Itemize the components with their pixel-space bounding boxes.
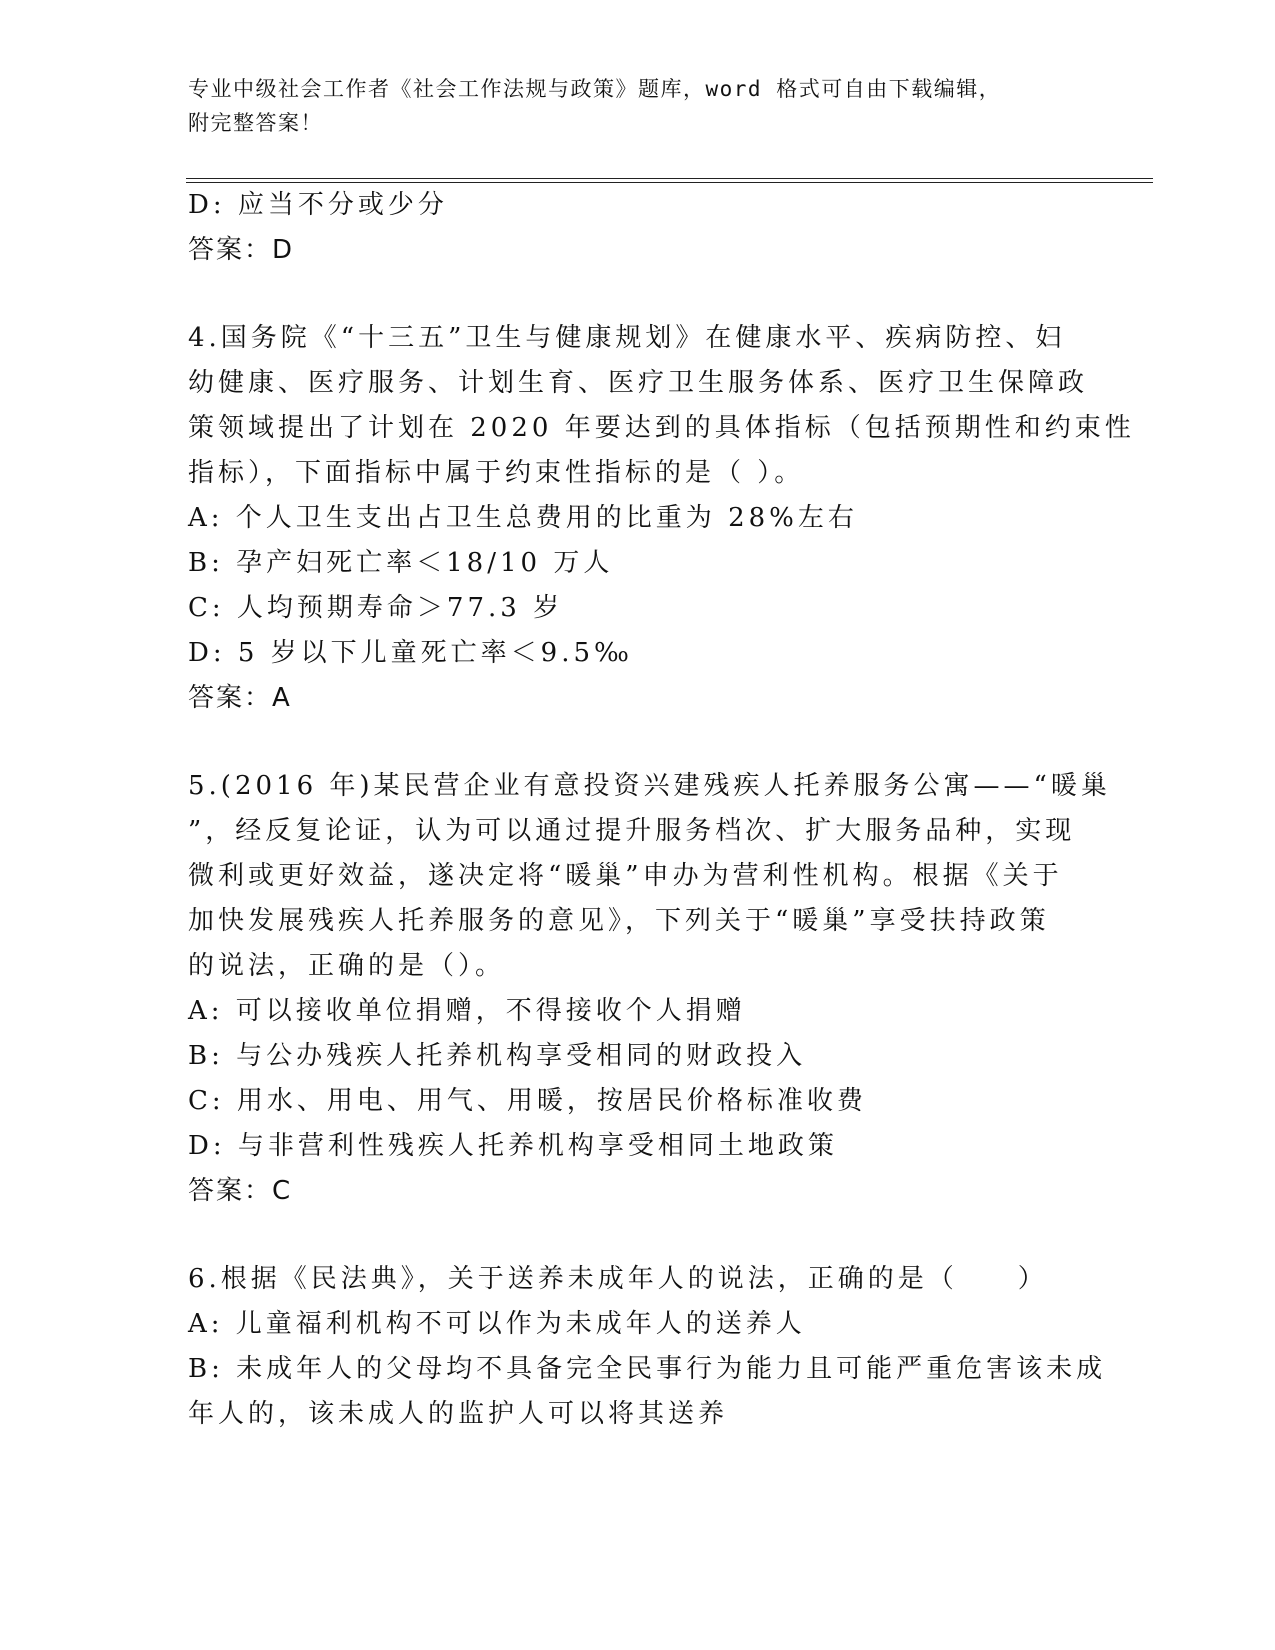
- question-stem-line: 5.(2016 年)某民营企业有意投资兴建残疾人托养服务公寓——“暖巢: [188, 771, 1111, 801]
- option-b: B: 未成年人的父母均不具备完全民事行为能力且可能严重危害该未成: [188, 1354, 1107, 1384]
- spacer: [188, 721, 1078, 764]
- question-stem-line: 的说法，正确的是（）。: [188, 951, 506, 981]
- question-6: [188, 1257, 1107, 1437]
- option-c: C: 人均预期寿命＞77.3 岁: [188, 593, 564, 623]
- option-a: A: 个人卫生支出占卫生总费用的比重为 28%左右: [188, 503, 858, 533]
- option-a: A: 可以接收单位捐赠，不得接收个人捐赠: [188, 996, 746, 1026]
- option-b-continued: 年人的，该未成人的监护人可以将其送养: [188, 1399, 729, 1429]
- header-line-2: 附完整答案！: [188, 111, 323, 135]
- header-divider-top: [186, 178, 1153, 179]
- document-header: [188, 72, 1078, 140]
- question-stem-line: 幼健康、医疗服务、计划生育、医疗卫生服务体系、医疗卫生保障政: [188, 368, 1089, 398]
- question-3-tail: [188, 183, 1078, 273]
- question-stem-line: ”，经反复论证，认为可以通过提升服务档次、扩大服务品种，实现: [188, 816, 1076, 846]
- spacer: [188, 1214, 1078, 1257]
- option-d: D: 5 岁以下儿童死亡率＜9.5‰: [188, 638, 633, 668]
- option-d: D: 应当不分或少分: [188, 190, 448, 220]
- question-stem-line: 加快发展残疾人托养服务的意见》，下列关于“暖巢”享受扶持政策: [188, 906, 1050, 936]
- question-stem-line: 6.根据《民法典》，关于送养未成年人的说法，正确的是（ ）: [188, 1264, 1048, 1294]
- question-stem-line: 4.国务院《“十三五”卫生与健康规划》在健康水平、疾病防控、妇: [188, 323, 1066, 353]
- option-b: B: 孕产妇死亡率＜18/10 万人: [188, 548, 614, 578]
- question-stem-line: 策领域提出了计划在 2020 年要达到的具体指标（包括预期性和约束性: [188, 413, 1135, 443]
- option-d: D: 与非营利性残疾人托养机构享受相同土地政策: [188, 1131, 838, 1161]
- answer-line: 答案：A: [188, 683, 292, 713]
- answer-line: 答案：D: [188, 235, 295, 265]
- question-stem-line: 微利或更好效益，遂决定将“暖巢”申办为营利性机构。根据《关于: [188, 861, 1063, 891]
- option-a: A: 儿童福利机构不可以作为未成年人的送养人: [188, 1309, 806, 1339]
- question-4: [188, 316, 1135, 721]
- option-c: C: 用水、用电、用气、用暖，按居民价格标准收费: [188, 1086, 867, 1116]
- answer-line: 答案：C: [188, 1176, 293, 1206]
- header-line-1: 专业中级社会工作者《社会工作法规与政策》题库，word 格式可自由下载编辑，: [188, 77, 1002, 101]
- question-stem-line: 指标），下面指标中属于约束性指标的是（ ）。: [188, 458, 805, 488]
- document-body: [188, 183, 1135, 1437]
- spacer: [188, 273, 1078, 316]
- option-b: B: 与公办残疾人托养机构享受相同的财政投入: [188, 1041, 807, 1071]
- question-5: [188, 764, 1111, 1214]
